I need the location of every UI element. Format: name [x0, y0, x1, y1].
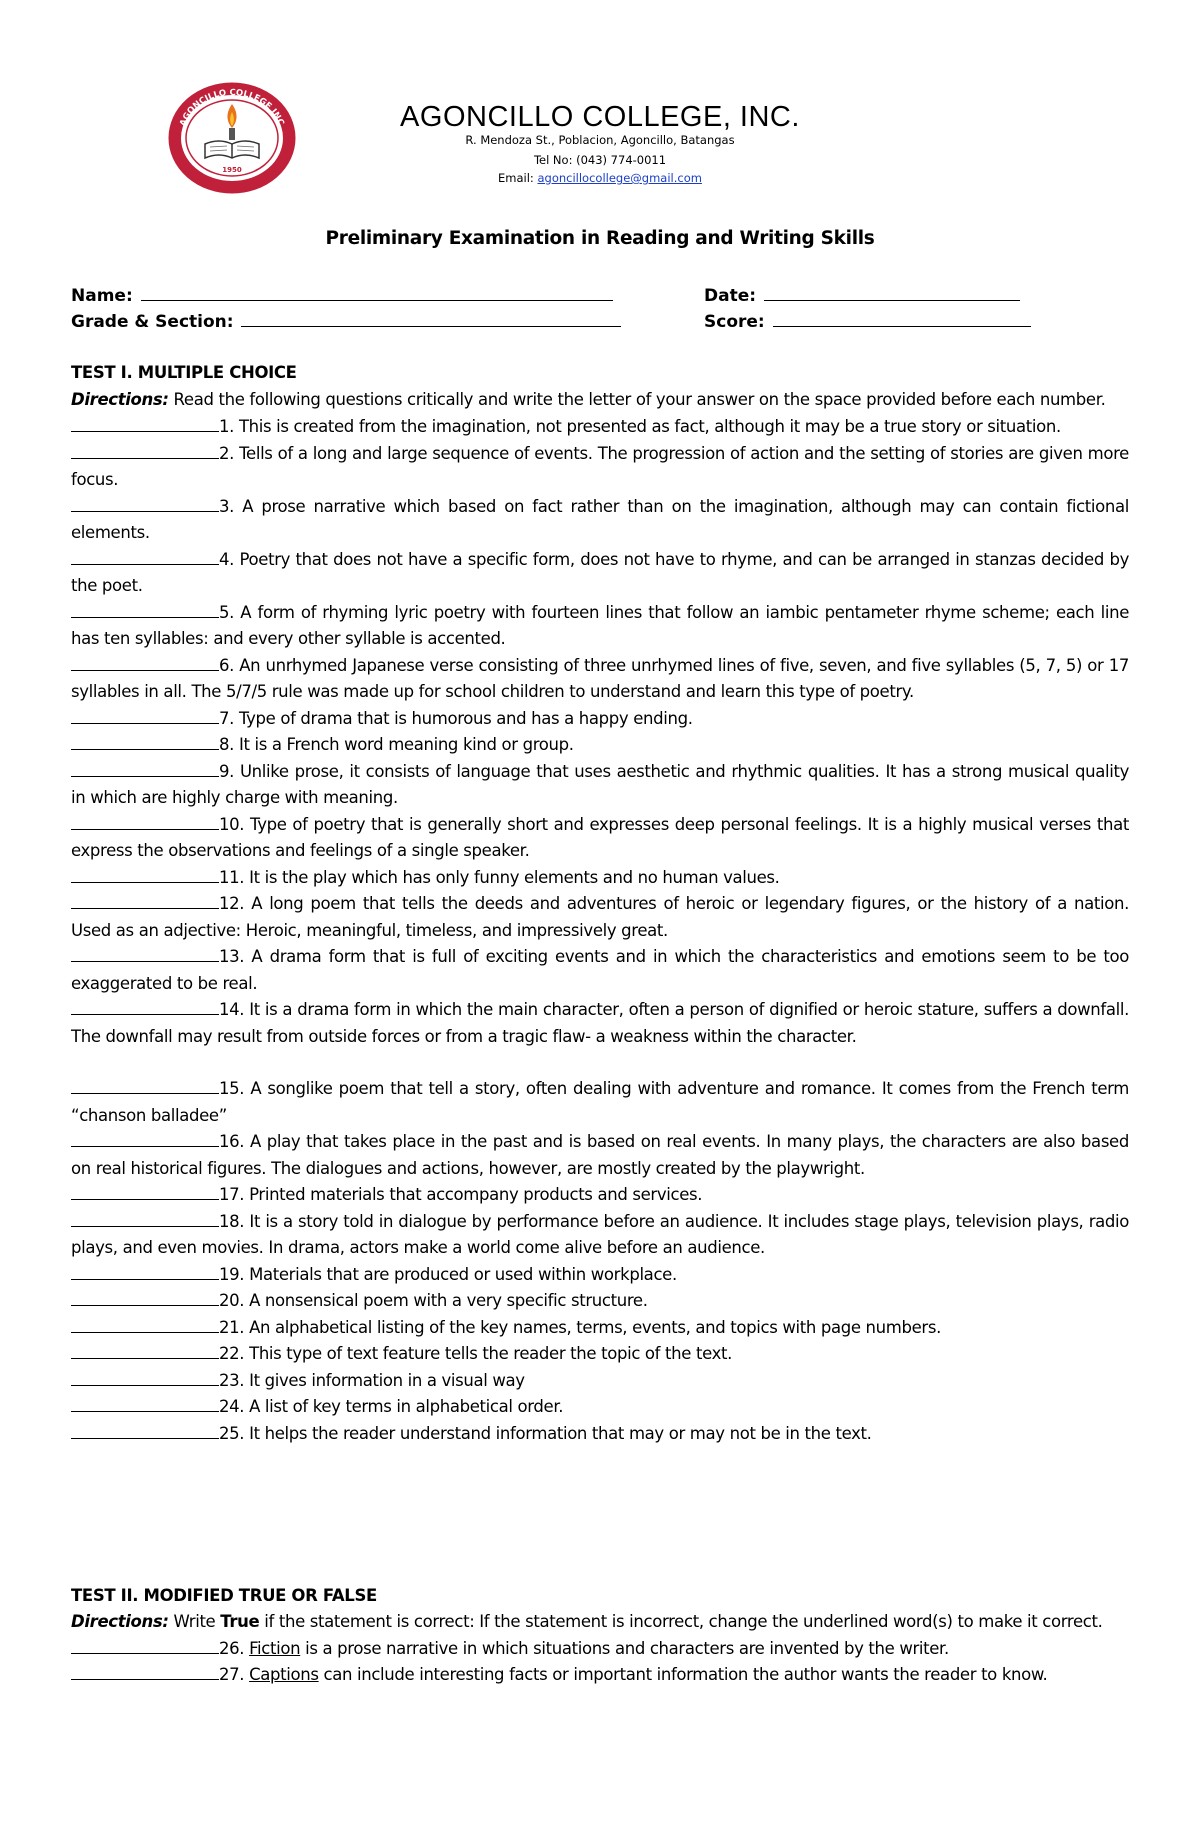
answer-blank[interactable] — [71, 497, 219, 512]
question-item — [71, 1262, 1129, 1289]
question-item — [71, 441, 1129, 494]
question-number: 26. — [219, 1638, 250, 1658]
test-two-directions — [71, 1609, 1129, 1636]
question-text: 6. An unrhymed Japanese verse consisting of three unrhymed lines of five, seven, and five syllables (5, 7, 5) or 17 syllables in all. The 5/7/5 rule was made up for school children to understand and learn this type of poetry. — [71, 655, 1129, 701]
test-one-items — [71, 414, 1129, 1447]
question-text: 25. It helps the reader understand information that may or may not be in the text. — [219, 1423, 872, 1443]
question-text: 18. It is a story told in dialogue by performance before an audience. It includes stage plays, television plays, radio plays, and even movies. In drama, actors make a world come alive before an audience. — [71, 1211, 1129, 1257]
question-text: 21. An alphabetical listing of the key names, terms, events, and topics with page numbers. — [219, 1317, 941, 1337]
answer-blank[interactable] — [71, 1344, 219, 1359]
question-item — [71, 1129, 1129, 1182]
directions-text-pre: Write — [168, 1612, 221, 1631]
answer-blank[interactable] — [71, 894, 219, 909]
question-item — [71, 494, 1129, 547]
college-name: AGONCILLO COLLEGE, INC. — [400, 101, 800, 133]
question-item — [71, 1315, 1129, 1342]
answer-blank[interactable] — [71, 1079, 219, 1094]
grade-section-label: Grade & Section: — [71, 312, 234, 332]
svg-text:1950: 1950 — [222, 166, 242, 174]
college-email-line — [0, 171, 1200, 185]
question-text: 5. A form of rhyming lyric poetry with fourteen lines that follow an iambic pentameter rhyme scheme; each line has ten syllables: and every other syllable is accented. — [71, 602, 1129, 648]
answer-blank[interactable] — [71, 947, 219, 962]
date-blank[interactable] — [764, 286, 1020, 301]
question-item — [71, 600, 1129, 653]
question-text: 24. A list of key terms in alphabetical order. — [219, 1397, 564, 1416]
answer-blank[interactable] — [71, 868, 219, 883]
answer-blank[interactable] — [71, 709, 219, 724]
question-text: 22. This type of text feature tells the reader the topic of the text. — [219, 1344, 733, 1363]
answer-blank[interactable] — [71, 1639, 219, 1654]
question-text: 16. A play that takes place in the past and is based on real events. In many plays, the characters are also based on real historical figures. The dialogues and actions, however, are mostly created by the playwright. — [71, 1132, 1129, 1178]
answer-blank[interactable] — [71, 762, 219, 777]
directions-label: Directions: — [71, 390, 169, 409]
question-item — [71, 1209, 1129, 1262]
question-item — [71, 1636, 1129, 1663]
question-item — [71, 706, 1129, 733]
answer-blank[interactable] — [71, 1212, 219, 1227]
question-item — [71, 732, 1129, 759]
test-two-items — [71, 1636, 1129, 1689]
question-item — [71, 1182, 1129, 1209]
answer-blank[interactable] — [71, 815, 219, 830]
answer-blank[interactable] — [71, 603, 219, 618]
question-item — [71, 1341, 1129, 1368]
question-text: 2. Tells of a long and large sequence of events. The progression of action and the setting of stories are given more focus. — [71, 443, 1129, 489]
score-label: Score: — [704, 312, 765, 332]
question-text: 20. A nonsensical poem with a very specific structure. — [219, 1291, 648, 1310]
question-number: 27. — [219, 1665, 250, 1684]
grade-section-blank[interactable] — [241, 312, 621, 327]
question-text: 13. A drama form that is full of exciting events and in which the characteristics and emotions seem to be too exaggerated to be real. — [71, 947, 1129, 993]
question-item — [71, 759, 1129, 812]
question-text: 10. Type of poetry that is generally short and expresses deep personal feelings. It is a highly musical verses that express the observations and feelings of a single speaker. — [71, 814, 1129, 860]
question-text: 7. Type of drama that is humorous and has a happy ending. — [219, 708, 693, 728]
score-blank[interactable] — [773, 312, 1031, 327]
question-item — [71, 414, 1129, 441]
test-one-directions — [71, 386, 1129, 414]
answer-blank[interactable] — [71, 1132, 219, 1147]
directions-label: Directions: — [71, 1612, 169, 1631]
answer-blank[interactable] — [71, 417, 219, 432]
spacer — [71, 1050, 1129, 1076]
date-label: Date: — [704, 286, 757, 306]
email-label: Email: — [498, 171, 534, 185]
answer-blank[interactable] — [71, 1000, 219, 1015]
test-two-heading: TEST II. MODIFIED TRUE OR FALSE — [71, 1586, 377, 1605]
question-text: 19. Materials that are produced or used within workplace. — [219, 1264, 677, 1284]
test-two-section — [71, 1583, 1129, 1689]
grade-section-field[interactable] — [71, 312, 621, 332]
college-telephone: Tel No: (043) 774-0011 — [533, 153, 667, 167]
question-item — [71, 891, 1129, 944]
college-address: R. Mendoza St., Poblacion, Agoncillo, Batangas — [465, 133, 735, 147]
answer-blank[interactable] — [71, 1291, 219, 1306]
question-item — [71, 997, 1129, 1050]
directions-true-word: True — [220, 1612, 260, 1631]
question-item — [71, 812, 1129, 865]
answer-blank[interactable] — [71, 1185, 219, 1200]
underlined-term: Fiction — [249, 1638, 301, 1658]
date-field[interactable] — [704, 286, 1020, 306]
question-item — [71, 1394, 1129, 1421]
answer-blank[interactable] — [71, 735, 219, 750]
answer-blank[interactable] — [71, 1318, 219, 1333]
question-item — [71, 1288, 1129, 1315]
answer-blank[interactable] — [71, 1665, 219, 1680]
question-item — [71, 1368, 1129, 1395]
name-field[interactable] — [71, 286, 613, 306]
question-text: 12. A long poem that tells the deeds and adventures of heroic or legendary figures, or the history of a nation. Used as an adjective: Heroic, meaningful, timeless, and impressively great. — [71, 894, 1129, 940]
question-item — [71, 1076, 1129, 1129]
question-text: is a prose narrative in which situations and characters are invented by the writer. — [300, 1638, 949, 1658]
answer-blank[interactable] — [71, 1265, 219, 1280]
question-text: can include interesting facts or important information the author wants the reader to know. — [318, 1665, 1048, 1684]
question-text: 17. Printed materials that accompany products and services. — [219, 1185, 703, 1204]
directions-text: Read the following questions critically and write the letter of your answer on the space provided before each number. — [168, 390, 1106, 409]
score-field[interactable] — [704, 312, 1031, 332]
question-item — [71, 547, 1129, 600]
name-blank[interactable] — [141, 286, 613, 301]
answer-blank[interactable] — [71, 550, 219, 565]
question-item — [71, 944, 1129, 997]
directions-text-post: if the statement is correct: If the statement is incorrect, change the underlined word(s) to make it correct. — [259, 1612, 1103, 1631]
test-one-heading: TEST I. MULTIPLE CHOICE — [71, 363, 297, 382]
question-item — [71, 653, 1129, 706]
question-text: 11. It is the play which has only funny elements and no human values. — [219, 867, 780, 887]
question-item — [71, 1662, 1129, 1689]
question-text: 23. It gives information in a visual way — [219, 1370, 525, 1390]
answer-blank[interactable] — [71, 1371, 219, 1386]
question-text: 8. It is a French word meaning kind or group. — [219, 735, 574, 754]
question-text: 9. Unlike prose, it consists of language that uses aesthetic and rhythmic qualities. It has a strong musical quality in which are highly charge with meaning. — [71, 761, 1129, 807]
answer-blank[interactable] — [71, 1397, 219, 1412]
svg-text:AGONCILLO COLLEGE INC: AGONCILLO COLLEGE INC — [178, 87, 286, 128]
question-text: 4. Poetry that does not have a specific form, does not have to rhyme, and can be arranged in stanzas decided by the poet. — [71, 549, 1129, 595]
question-item — [71, 1421, 1129, 1448]
underlined-term: Captions — [249, 1665, 319, 1684]
email-link[interactable]: agoncillocollege@gmail.com — [537, 171, 702, 185]
answer-blank[interactable] — [71, 444, 219, 459]
question-text: 15. A songlike poem that tell a story, often dealing with adventure and romance. It comes from the French term “chanson balladee” — [71, 1079, 1129, 1125]
question-text: 1. This is created from the imagination, not presented as fact, although it may be a true story or situation. — [219, 417, 1061, 436]
answer-blank[interactable] — [71, 656, 219, 671]
test-one-section — [71, 360, 1129, 1447]
exam-title: Preliminary Examination in Reading and Writing Skills — [325, 228, 875, 249]
question-text: 14. It is a drama form in which the main character, often a person of dignified or heroic stature, suffers a downfall. The downfall may result from outside forces or from a tragic flaw- a weakness within the character. — [71, 1000, 1129, 1046]
question-item — [71, 865, 1129, 892]
name-label: Name: — [71, 286, 133, 306]
answer-blank[interactable] — [71, 1424, 219, 1439]
question-text: 3. A prose narrative which based on fact rather than on the imagination, although may can contain fictional elements. — [71, 496, 1129, 542]
